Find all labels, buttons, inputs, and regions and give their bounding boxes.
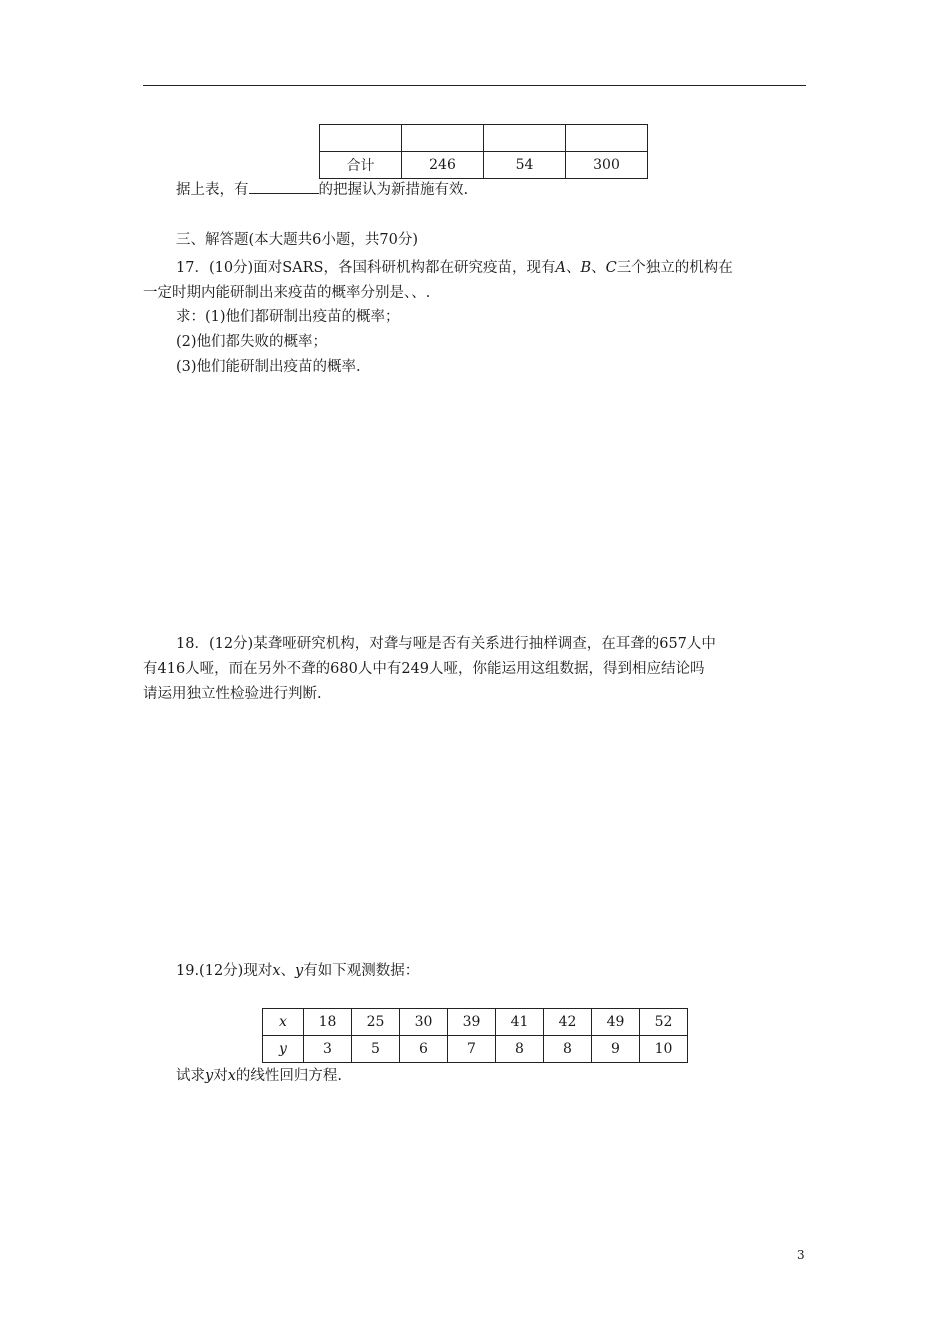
observation-table (262, 1008, 688, 1063)
q19-question: 试求y对x的线性回归方程. (176, 1068, 342, 1084)
table-cell: 6 (400, 1036, 448, 1063)
section-heading: 三、解答题(本大题共6小题，共70分) (176, 232, 418, 248)
table-row (320, 125, 648, 152)
table-cell: 18 (304, 1009, 352, 1036)
table-cell (320, 125, 402, 152)
table-row (320, 152, 648, 179)
table-cell: 30 (400, 1009, 448, 1036)
table-cell: 8 (544, 1036, 592, 1063)
table-header-cell: x (263, 1009, 304, 1036)
table-header-cell: y (263, 1036, 304, 1063)
table-cell (566, 125, 648, 152)
table-cell: 10 (640, 1036, 688, 1063)
table-cell: 3 (304, 1036, 352, 1063)
contingency-table (319, 124, 648, 179)
table-cell: 39 (448, 1009, 496, 1036)
table-cell: 7 (448, 1036, 496, 1063)
q17-sub2: (2)他们都失败的概率； (176, 334, 328, 350)
q18-line2: 有416人哑，而在另外不聋的680人中有249人哑，你能运用这组数据，得到相应结论吗 (143, 661, 705, 677)
q18-line3: 请运用独立性检验进行判断. (143, 686, 322, 702)
q19-intro: 19.(12分)现对x、y有如下观测数据： (176, 963, 420, 979)
table-cell: 246 (402, 152, 484, 179)
answer-blank (249, 179, 319, 194)
table-cell: 41 (496, 1009, 544, 1036)
table-cell: 54 (484, 152, 566, 179)
q18-line1: 18．(12分)某聋哑研究机构，对聋与哑是否有关系进行抽样调查，在耳聋的657人中 (176, 636, 716, 652)
table-cell: 42 (544, 1009, 592, 1036)
q17-line2: 一定时期内能研制出来疫苗的概率分别是、、. (143, 285, 431, 301)
table-cell: 9 (592, 1036, 640, 1063)
table-cell: 25 (352, 1009, 400, 1036)
table-cell (484, 125, 566, 152)
header-rule (143, 85, 806, 86)
q17-line1: 17．(10分)面对SARS，各国科研机构都在研究疫苗，现有A、B、C三个独立的机构在 (176, 260, 733, 276)
q17-sub1: 求：(1)他们都研制出疫苗的概率； (176, 309, 400, 325)
table-row (263, 1036, 688, 1063)
table-row (263, 1009, 688, 1036)
table-cell: 52 (640, 1009, 688, 1036)
table-cell: 49 (592, 1009, 640, 1036)
table-cell (402, 125, 484, 152)
q17-sub3: (3)他们能研制出疫苗的概率. (176, 359, 361, 375)
table-cell: 合计 (320, 152, 402, 179)
table-cell: 300 (566, 152, 648, 179)
page-number: 3 (797, 1248, 805, 1262)
table-cell: 8 (496, 1036, 544, 1063)
table-cell: 5 (352, 1036, 400, 1063)
q16-conclusion: 据上表，有 的把握认为新措施有效. (176, 178, 468, 199)
